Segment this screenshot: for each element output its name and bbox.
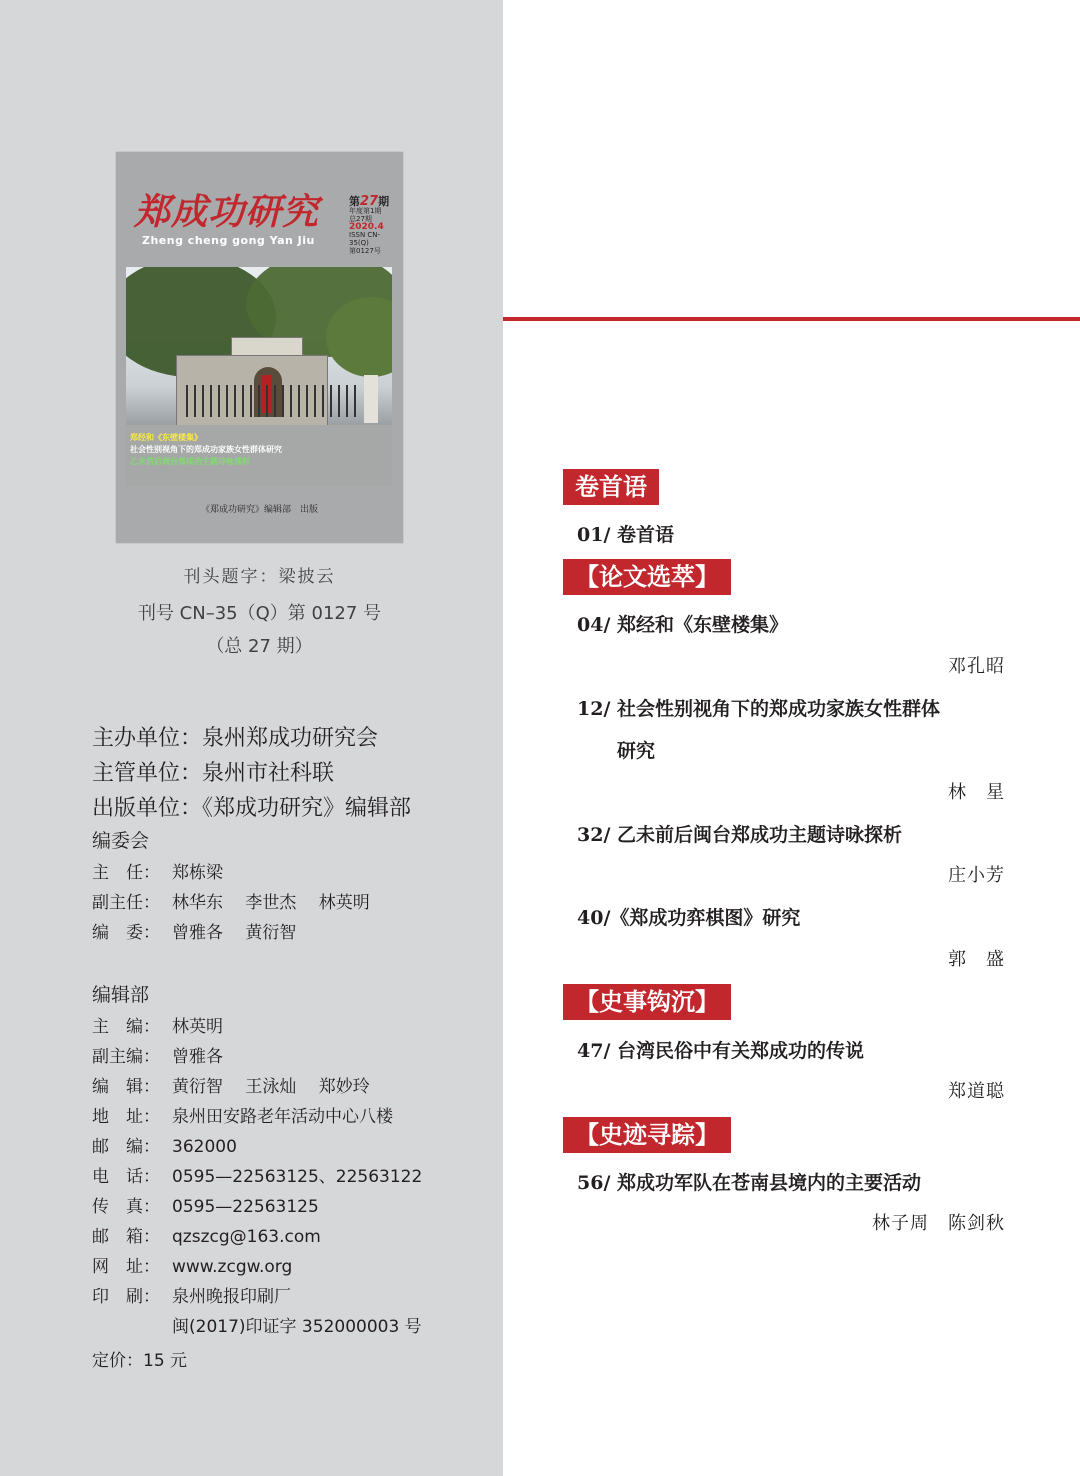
editorial-row [92,1192,319,1217]
issn-line: 刊号 CN–35（Q）第 0127 号 [137,603,382,624]
cover-issue-line3: ISSN CN-35(Q) [349,231,381,247]
fax-value: 0595—22563125 [172,1197,319,1217]
editorial-row [92,1012,223,1037]
committee-value: 林华东 李世杰 林英明 [172,893,370,913]
cover-title: 郑成功研究 [134,191,320,233]
editorial-label: 副主编： [92,1047,160,1067]
phone-value: 0595—22563125、22563122 [172,1167,423,1187]
editorial-row [92,1162,422,1187]
toc-title: 乙未前后闽台郑成功主题诗咏探析 [617,824,903,846]
toc-author: 林子周 陈剑秋 [872,1213,1005,1234]
editorial-heading: 编辑部 [92,984,150,1006]
toc-item[interactable] [577,820,902,847]
toc-page: 01/ [577,524,611,546]
editorial-label: 传 真： [92,1197,160,1217]
cover-date: 2020.4 [349,222,384,232]
editorial-row [92,1072,370,1097]
editorial-row [92,1252,292,1277]
print-license-value: 闽(2017)印证字 352000003 号 [172,1317,422,1337]
cover-line-3: 乙未前后闽台郑成功主题诗咏探析 [130,457,250,466]
editorial-value: 林英明 [172,1017,223,1037]
toc-item[interactable] [577,1168,921,1195]
white-post [364,375,378,423]
toc-title: 社会性别视角下的郑成功家族女性群体 [617,698,941,720]
cover-line-2: 社会性别视角下的郑成功家族女性群体研究 [130,445,282,454]
committee-row [92,858,223,883]
editorial-row [92,1282,291,1307]
committee-row [92,918,296,943]
toc-page: 12/ [577,698,611,720]
toc-author: 郑道聪 [948,1081,1005,1102]
toc-author: 郭 盛 [948,949,1005,970]
toc-page: 47/ [577,1040,611,1062]
editorial-label: 邮 箱： [92,1227,160,1247]
toc-page: 40/ [577,907,611,929]
toc-author: 林 星 [948,782,1005,803]
calligraphy-credit: 刊头题字：梁披云 [183,567,336,587]
editorial-label: 编 辑： [92,1077,160,1097]
editorial-row [92,1042,223,1067]
cover-issue-line1: 年度第1期 [349,207,382,215]
cover-issue-box [349,194,393,255]
price: 定价：15 元 [92,1351,188,1371]
editorial-value: 黄衍智 王泳灿 郑妙玲 [172,1077,370,1097]
address-value: 泉州田安路老年活动中心八楼 [172,1107,393,1127]
cover-issue-number: 27 [360,194,379,209]
section-head-sites: 【史迹寻踪】 [563,1117,731,1153]
committee-heading: 编委会 [92,830,150,852]
website-value: www.zcgw.org [172,1257,293,1277]
toc-page: 56/ [577,1172,611,1194]
editorial-label: 主 编： [92,1017,160,1037]
cover-issue-suffix: 期 [378,195,390,208]
cover-line-1: 郑经和《东壁楼集》 [130,433,202,442]
toc-author: 庄小芳 [948,865,1005,886]
printer-value: 泉州晚报印刷厂 [172,1287,291,1307]
right-panel [503,0,1080,1476]
toc-item[interactable] [577,520,674,547]
cover-issue-prefix: 第 [349,195,360,208]
editorial-row [92,1312,422,1337]
toc-title: 《郑成功弈棋图》研究 [610,907,801,929]
sponsor-supervisor: 主管单位：泉州市社科联 [92,761,335,786]
committee-label: 编 委： [92,923,160,943]
sponsor-publisher: 出版单位：《郑成功研究》编辑部 [92,796,412,821]
cover-thumbnail [116,152,403,543]
total-issue: （总 27 期） [206,636,313,657]
section-head-foreword: 卷首语 [563,469,659,505]
section-head-history: 【史事钩沉】 [563,984,731,1020]
toc-item[interactable] [577,1036,864,1063]
editorial-value: 曾雅各 [172,1047,223,1067]
section-head-papers: 【论文选萃】 [563,559,731,595]
cover-article-lines [130,432,392,468]
toc-page: 04/ [577,614,611,636]
committee-label: 副主任： [92,893,160,913]
postcode-value: 362000 [172,1137,237,1157]
editorial-label: 电 话： [92,1167,160,1187]
editorial-row [92,1132,237,1157]
toc-title: 台湾民俗中有关郑成功的传说 [617,1040,865,1062]
toc-title: 郑经和《东壁楼集》 [617,614,789,636]
cover-publisher: 《郑成功研究》编辑部 出版 [200,505,318,515]
toc-item[interactable] [577,694,940,721]
editorial-row [92,1102,393,1127]
toc-item[interactable] [577,903,800,930]
email-value: qzszcg@163.com [172,1227,321,1247]
toc-item[interactable] [577,610,788,637]
toc-author: 邓孔昭 [948,656,1005,677]
committee-label: 主 任： [92,863,160,883]
editorial-label: 印 刷： [92,1287,160,1307]
cover-issue-line4: 第0127号 [349,247,381,255]
sponsor-host: 主办单位：泉州郑成功研究会 [92,726,379,751]
toc-title: 卷首语 [617,524,675,546]
iron-fence [186,385,356,417]
toc-title-continued: 研究 [617,740,656,762]
cover-pinyin: Zheng cheng gong Yan Jiu [142,234,315,247]
committee-value: 曾雅各 黄衍智 [172,923,297,943]
cover-issue-line2: 总27期 [349,215,372,223]
editorial-label: 地 址： [92,1107,160,1127]
toc-title: 郑成功军队在苍南县境内的主要活动 [617,1172,922,1194]
committee-row [92,888,370,913]
editorial-label: 网 址： [92,1257,160,1277]
editorial-row [92,1222,321,1247]
editorial-label: 邮 编： [92,1137,160,1157]
toc-page: 32/ [577,824,611,846]
red-divider-rule [503,317,1080,321]
committee-value: 郑栋梁 [172,863,223,883]
